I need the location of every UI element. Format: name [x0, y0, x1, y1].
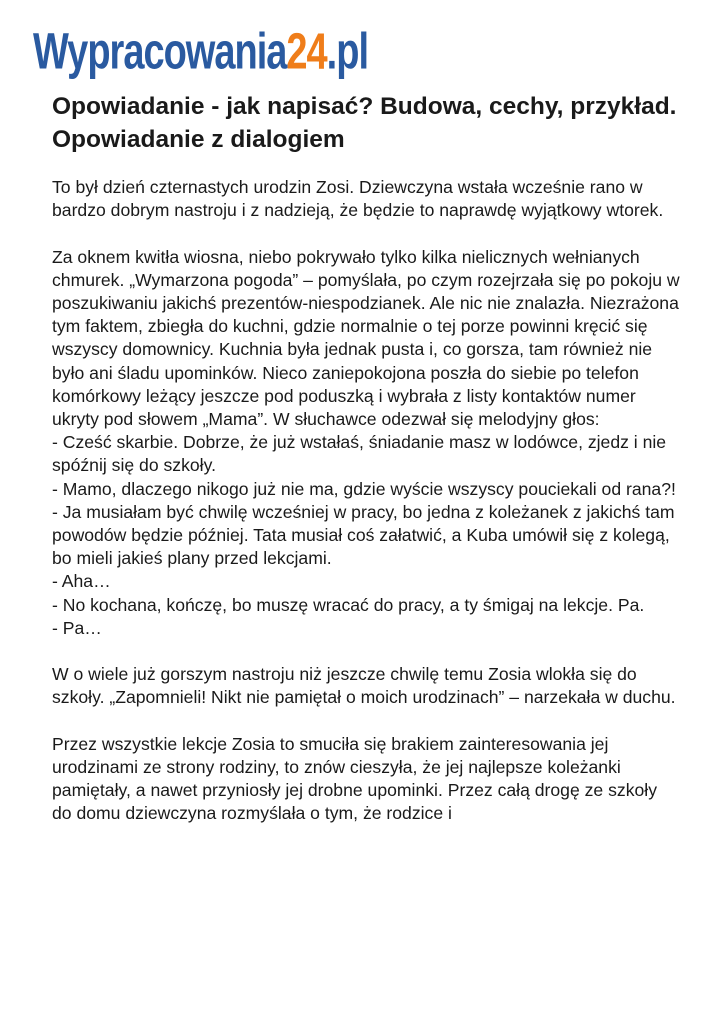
site-logo[interactable] — [33, 0, 368, 82]
logo-text-24: 24 — [286, 23, 327, 81]
paragraph: To był dzień czternastych urodzin Zosi. Dziewczyna wstała wcześnie rano w bardzo dobrym nastroju i z nadzieją, że będzie to naprawdę wyjątkowy wtorek. — [52, 177, 664, 221]
page-title: Opowiadanie - jak napisać? Budowa, cechy, przykład. Opowiadanie z dialogiem — [52, 93, 677, 153]
logo-text-wypracowania: Wypracowania — [33, 23, 287, 81]
paragraph: Przez wszystkie lekcje Zosia to smuciła się brakiem zainteresowania jej urodzinami ze strony rodziny, to znów cieszyła, że jej najlepsze koleżanki pamiętały, a nawet przyniosły jej drobne upominki. Przez całą drogę ze szkoły do domu dziewczyna rozmyślała o tym, że rodzice i — [52, 733, 657, 824]
paragraph: W o wiele już gorszym nastroju niż jeszcze chwilę temu Zosia wlokła się do szkoły. „Zapomnieli! Nikt nie pamiętał o moich urodzinach” – narzekała w duchu. — [52, 664, 676, 708]
article-body — [52, 176, 680, 849]
paragraph: Za oknem kwitła wiosna, niebo pokrywało tylko kilka nielicznych wełnianych chmurek. „Wymarzona pogoda” – pomyślała, po czym rozejrzała się po pokoju w poszukiwaniu jakichś prezentów-niespodzianek. Ale nic nie znalazła. Niezrażona tym faktem, zbiegła do kuchni, gdzie normalnie o tej porze powinni kręcić się wszyscy domownicy. Kuchnia była jednak pusta i, co gorsza, tam również nie było ani śladu upominków. Nieco zaniepokojona poszła do siebie po telefon komórkowy leżący jeszcze pod poduszką i wybrała z listy kontaktów numer ukryty pod słowem „Mama”. W słuchawce odezwał się melodyjny głos: - Cześć skarbie. Dobrze, że już wstałaś, śniadanie masz w lodówce, zjedz i nie spóźnij się do szkoły. - Mamo, dlaczego nikogo już nie ma, gdzie wyście wszyscy pouciekali od rana?! - Ja musiałam być chwilę wcześniej w pracy, bo jedna z koleżanek z jakichś tam powodów będzie później. Tata musiał coś załatwić, a Kuba umówił się z kolegą, bo mieli jakieś plany przed lekcjami. - Aha… - No kochana, kończę, bo muszę wracać do pracy, a ty śmigaj na lekcje. Pa. - Pa… — [52, 246, 680, 638]
logo-text-domain: .pl — [326, 23, 368, 81]
